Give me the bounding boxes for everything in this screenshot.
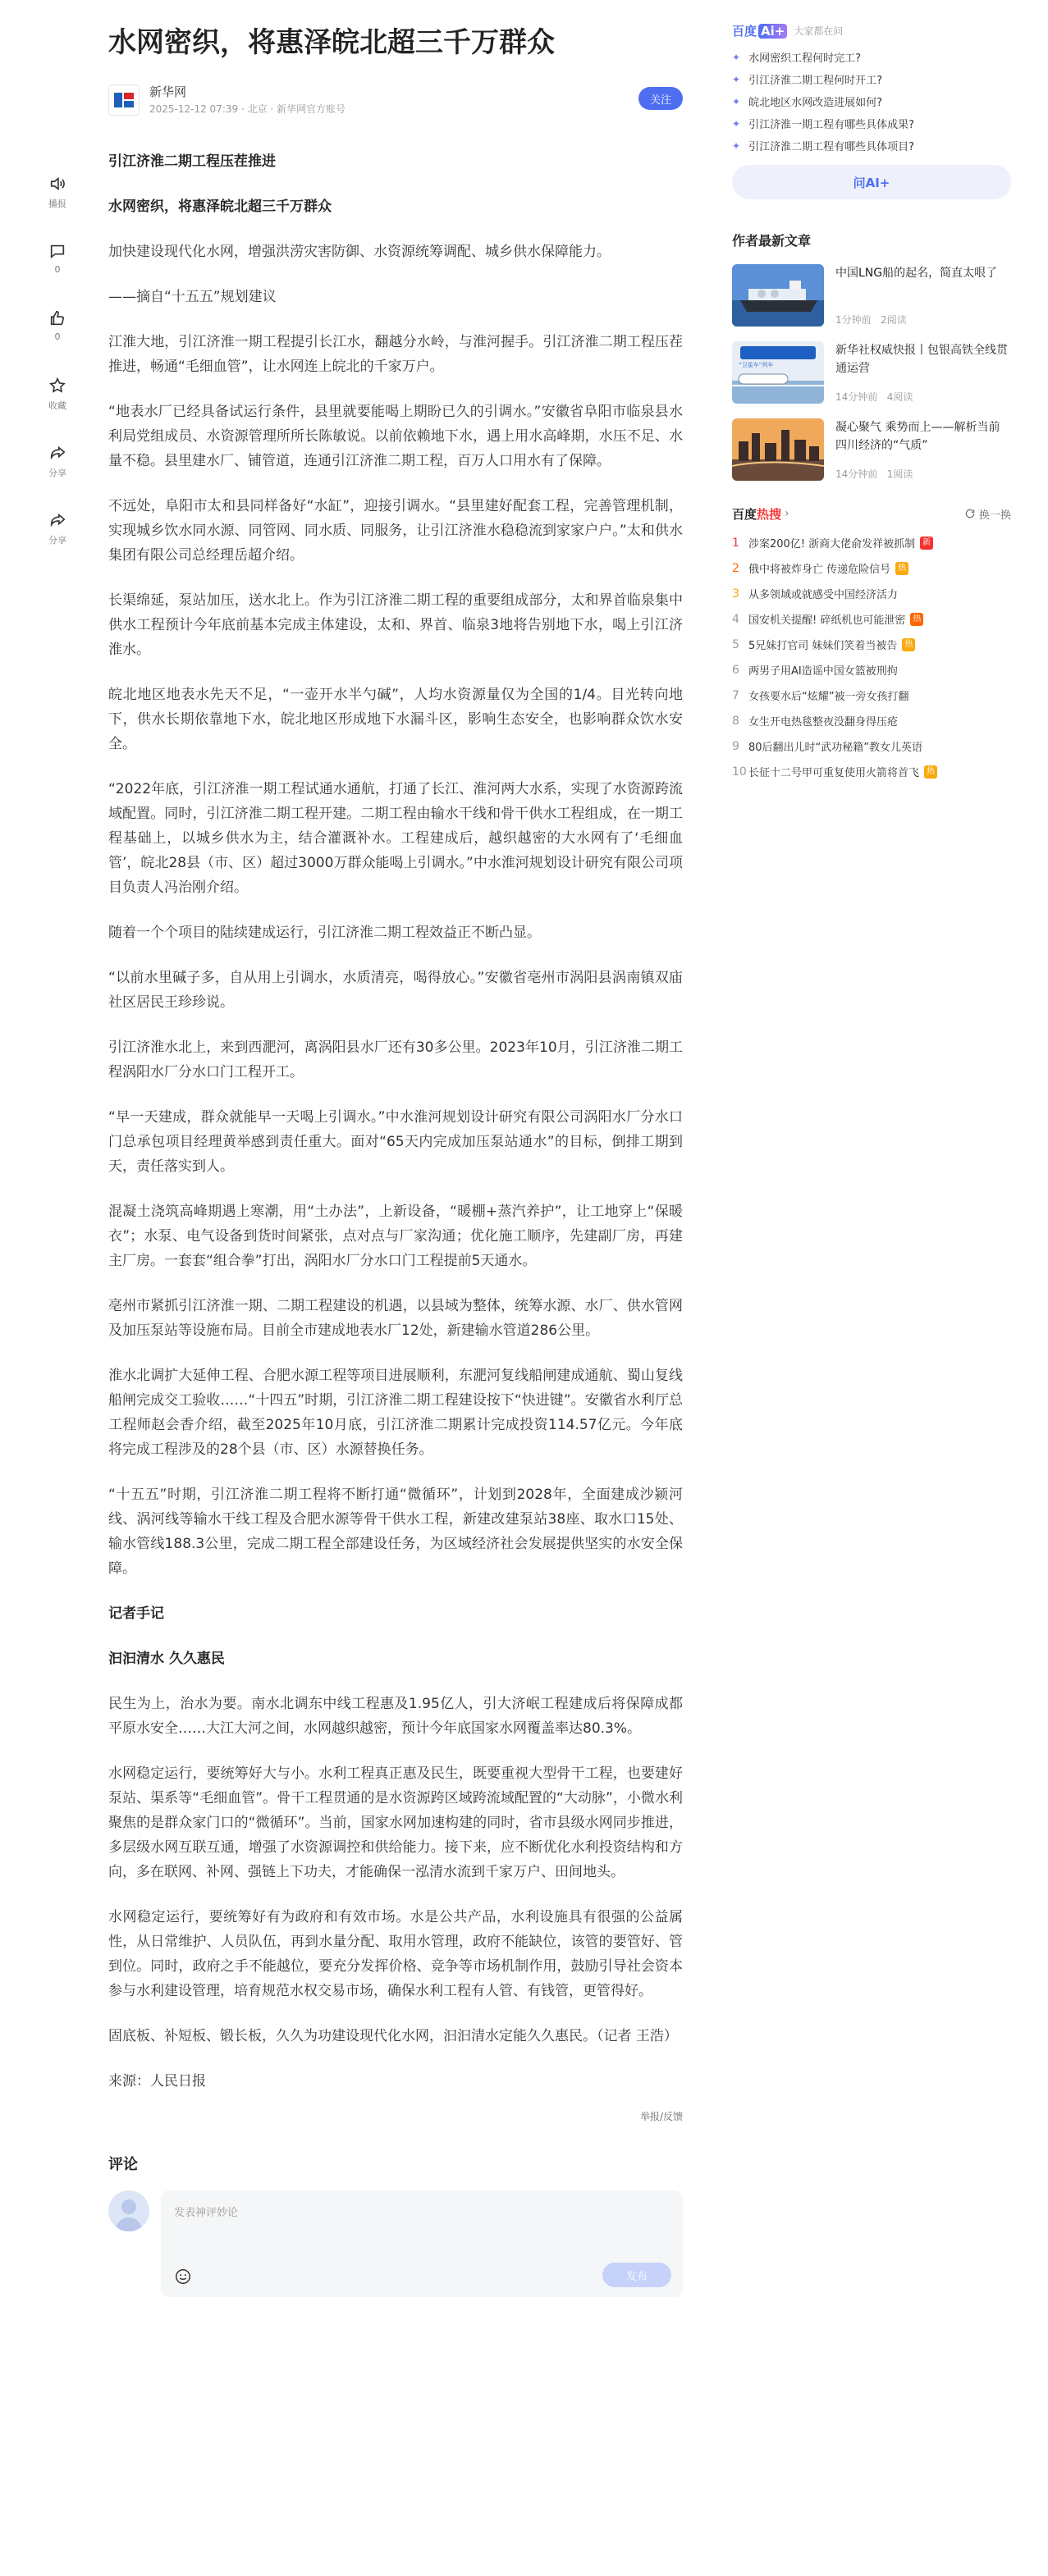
hot-text: 俄中将被炸身亡 传递危险信号 bbox=[748, 564, 891, 576]
follow-button[interactable]: 关注 bbox=[638, 87, 683, 110]
rail-label: 0 bbox=[54, 331, 61, 342]
article-paragraph: 水网稳定运行，要统筹好大与小。水利工程真正惠及民生，既要重视大型骨干工程，也要建好泵站、渠系等“毛细血管”。骨干工程贯通的是水资源跨区域跨流域配置的“大动脉”，小微水利聚焦的是群众家门口的“微循环”。当前，国家水网加速构建的同时，省市县级水网同步推进，多层级水网互联互通，增强了水资源调控和供给能力。接下来，应不断优化水利投资结构和方向，多在联网、补网、强链上下功夫，才能确保一泓清水流到千家万户、田间地头。 bbox=[108, 1765, 683, 1880]
emoji-icon[interactable] bbox=[174, 2268, 192, 2286]
rail-label: 0 bbox=[54, 264, 61, 275]
hot-search-item[interactable] bbox=[732, 733, 1011, 759]
hot-search-item[interactable] bbox=[732, 657, 1011, 683]
ai-question-text: 引江济淮二期工程有哪些具体项目? bbox=[748, 141, 914, 153]
author-news-item[interactable] bbox=[732, 264, 1011, 327]
article-paragraph: “以前水里碱子多，自从用上引调水，水质清亮，喝得放心。”安徽省亳州市涡阳县涡南镇双庙社区居民王珍珍说。 bbox=[108, 970, 683, 1011]
sparkle-icon: ✦ bbox=[732, 139, 741, 152]
sparkle-icon: ✦ bbox=[732, 73, 741, 85]
hot-search-item[interactable] bbox=[732, 683, 1011, 708]
comment-button[interactable] bbox=[36, 240, 79, 307]
ai-brand-logo bbox=[732, 22, 787, 39]
article-paragraph: “十五五”时期，引江济淮二期工程将不断打通“微循环”，计划到2028年，全面建成沙颍河线、涡河线等输水干线工程及合肥水源等骨干供水工程，新建改建泵站38座、取水口15处、输水管线188.3公里，完成二期工程全部建设任务，为区域经济社会发展提供坚实的水安全保障。 bbox=[108, 1487, 683, 1577]
article-column bbox=[108, 20, 683, 2297]
hot-text: 女生开电热毯整夜没翻身得压疮 bbox=[748, 716, 899, 728]
article-paragraph: “早一天建成，群众就能早一天喝上引调水。”中水淮河规划设计研究有限公司涡阳水厂分水口门总承包项目经理黄举感到责任重大。面对“65天内完成加压泵站通水”的目标，倒排工期到天，责任落实到人。 bbox=[108, 1109, 683, 1175]
hot-text: 国安机关提醒! 碎纸机也可能泄密 bbox=[748, 614, 906, 627]
hot-search-logo[interactable] bbox=[732, 505, 781, 523]
hot-text: 5兄妹打官司 妹妹们笑着当被告 bbox=[748, 640, 898, 652]
article-paragraph: 亳州市紧抓引江济淮一期、二期工程建设的机遇，以县域为整体，统筹水源、水厂、供水管网及加压泵站等设施布局。目前全市建成地表水厂12处，新建输水管道286公里。 bbox=[108, 1298, 683, 1339]
chevron-right-icon[interactable]: › bbox=[785, 507, 789, 520]
hot-rank: 4 bbox=[732, 612, 739, 626]
article-paragraph: 皖北地区地表水先天不足，“一壶开水半勺碱”，人均水资源量仅为全国的1/4。目光转向地下，供水长期依靠地下水，皖北地区形成地下水漏斗区，影响生态安全，也影响群众饮水安全。 bbox=[108, 687, 683, 752]
hot-search-item[interactable] bbox=[732, 581, 1011, 606]
ai-brand-text: 百度 bbox=[732, 23, 757, 39]
news-thumbnail-ship bbox=[732, 264, 824, 327]
news-thumbnail-city bbox=[732, 418, 824, 481]
article-paragraph: 混凝土浇筑高峰期遇上寒潮，用“土办法”，上新设备，“暖棚+蒸汽养护”，让工地穿上“保暖衣”；水泵、电气设备到货时间紧张，点对点与厂家沟通；优化施工顺序，先建副厂房，再建主厂房。一套套“组合拳”打出，涡阳水厂分水口门工程提前5天通水。 bbox=[108, 1204, 683, 1269]
ai-question-text: 皖北地区水网改造进展如何? bbox=[748, 97, 882, 109]
hot-rank: 1 bbox=[732, 536, 739, 550]
refresh-label: 换一换 bbox=[978, 509, 1011, 522]
star-icon bbox=[46, 374, 69, 397]
source-name[interactable]: 新华网 bbox=[149, 84, 187, 99]
hot-rank: 5 bbox=[732, 637, 739, 651]
hot-search-header bbox=[732, 504, 1011, 523]
hot-tag-badge: 热 bbox=[910, 613, 923, 626]
share-icon bbox=[46, 441, 69, 464]
news-title: 新华社权威快报丨包银高铁全线贯通运营 bbox=[835, 344, 1008, 375]
hot-rank: 9 bbox=[732, 739, 739, 753]
news-info bbox=[835, 418, 1011, 481]
right-sidebar bbox=[732, 20, 1011, 784]
news-thumbnail-railway bbox=[732, 341, 824, 404]
share-icon bbox=[46, 509, 69, 532]
news-title: 中国LNG船的起名，简直太哏了 bbox=[835, 267, 998, 280]
ai-question-list bbox=[732, 46, 1011, 157]
ai-question[interactable] bbox=[732, 46, 1011, 68]
article-paragraph: 加快建设现代化水网，增强洪涝灾害防御、水资源统筹调配、城乡供水保障能力。 bbox=[108, 244, 611, 260]
report-link[interactable]: 举报/反馈 bbox=[639, 2111, 683, 2122]
article-subheading: 引江济淮二期工程压茬推进 bbox=[108, 153, 276, 170]
hot-text: 长征十二号甲可重复使用火箭将首飞 bbox=[748, 767, 920, 779]
news-time-ago: 14分钟前 bbox=[835, 391, 878, 403]
refresh-icon bbox=[964, 508, 976, 519]
news-info bbox=[835, 341, 1011, 404]
ai-question-text: 引江济淮二期工程何时开工? bbox=[748, 75, 882, 87]
hot-brand-accent: 热搜 bbox=[757, 506, 782, 522]
send-comment-button[interactable]: 发布 bbox=[602, 2263, 671, 2287]
speaker-icon bbox=[46, 172, 69, 195]
rail-label: 播报 bbox=[48, 199, 66, 209]
article-subheading: 记者手记 bbox=[108, 1605, 164, 1622]
ai-question[interactable] bbox=[732, 135, 1011, 157]
hot-rank: 3 bbox=[732, 587, 739, 601]
article-paragraph: 固底板、补短板、锻长板，久久为功建设现代化水网，汩汩清水定能久久惠民。（记者 王浩） bbox=[108, 2028, 678, 2044]
ai-question[interactable] bbox=[732, 68, 1011, 90]
hot-search-list bbox=[732, 530, 1011, 784]
hot-search-item[interactable] bbox=[732, 530, 1011, 555]
article-meta bbox=[108, 82, 683, 118]
comment-icon bbox=[46, 240, 69, 263]
hot-search-item[interactable] bbox=[732, 759, 1011, 784]
sparkle-icon: ✦ bbox=[732, 51, 741, 63]
hot-brand-text: 百度 bbox=[732, 506, 757, 522]
article-paragraph: 引江济淮水北上，来到西淝河，离涡阳县水厂还有30多公里。2023年10月，引江济淮二期工程涡阳水厂分水口门工程开工。 bbox=[108, 1039, 683, 1080]
comment-composer bbox=[108, 2190, 683, 2297]
thumb-up-icon bbox=[46, 307, 69, 330]
hot-text: 女孩要水后“炫耀”被一旁女孩打翻 bbox=[748, 691, 909, 703]
article-subheading: 汩汩清水 久久惠民 bbox=[108, 1651, 225, 1667]
rail-label: 分享 bbox=[48, 535, 66, 546]
source-logo[interactable] bbox=[108, 84, 140, 116]
hot-rank: 2 bbox=[732, 561, 739, 575]
hot-search-item[interactable] bbox=[732, 708, 1011, 733]
hot-tag-badge: 热 bbox=[902, 638, 915, 651]
article-paragraph: 江淮大地，引江济淮一期工程提引长江水，翻越分水岭，与淮河握手。引江济淮二期工程压茬推进，畅通“毛细血管”，让水网连上皖北的千家万户。 bbox=[108, 334, 683, 375]
ask-ai-button[interactable]: 问AI+ bbox=[732, 165, 1011, 199]
author-news-title: 作者最新文章 bbox=[732, 233, 812, 249]
hot-search-item[interactable] bbox=[732, 632, 1011, 657]
author-news-item[interactable] bbox=[732, 418, 1011, 481]
news-time bbox=[835, 467, 913, 481]
like-button[interactable] bbox=[36, 307, 79, 374]
article-paragraph: 随着一个个项目的陆续建成运行，引江济淮二期工程效益正不断凸显。 bbox=[108, 925, 541, 941]
author-news-item[interactable] bbox=[732, 341, 1011, 404]
news-time bbox=[835, 390, 913, 404]
hot-text: 80后翻出儿时“武功秘籍”教女儿英语 bbox=[748, 742, 923, 754]
report-row bbox=[108, 2109, 683, 2123]
xinhua-logo-icon bbox=[112, 88, 136, 112]
sparkle-icon: ✦ bbox=[732, 117, 741, 130]
broadcast-button[interactable] bbox=[36, 172, 79, 240]
article-paragraph: “地表水厂已经具备试运行条件，县里就要能喝上期盼已久的引调水。”安徽省阜阳市临泉县水利局党组成员、水资源管理所所长陈敏说。以前依赖地下水，遇上用水高峰期，水压不足、水量不稳。县里建水厂、铺管道，连通引江济淮二期工程，百万人口用水有了保障。 bbox=[108, 404, 683, 469]
hot-rank: 10 bbox=[732, 765, 747, 779]
action-rail bbox=[36, 172, 79, 576]
hot-rank: 6 bbox=[732, 663, 739, 677]
comment-placeholder: 发表神评妙论 bbox=[174, 2207, 239, 2219]
hot-search-item[interactable] bbox=[732, 606, 1011, 632]
avatar bbox=[108, 2190, 149, 2231]
ai-question[interactable] bbox=[732, 112, 1011, 135]
ai-panel-header bbox=[732, 20, 1011, 41]
news-time-ago: 1分钟前 bbox=[835, 314, 872, 326]
source-meta: 2025-12-12 07:39 · 北京 · 新华网官方账号 bbox=[149, 103, 346, 115]
rail-label: 分享 bbox=[48, 468, 66, 478]
hot-tag-badge: 新 bbox=[920, 537, 933, 550]
article-paragraph: 水网稳定运行，要统筹好有为政府和有效市场。水是公共产品，水利设施具有很强的公益属性，从日常维护、人员队伍，再到水量分配、取用水管理，政府不能缺位，该管的要管好、管到位。同时，政府之手不能越位，要充分发挥价格、竞争等市场机制作用，鼓励引导社会资本参与水利建设管理，培育规范水权交易市场，确保水利工程有人管、有钱管，更管得好。 bbox=[108, 1909, 683, 1999]
rail-label: 收藏 bbox=[48, 400, 66, 411]
news-title: 凝心聚气 乘势而上——解析当前四川经济的“气质” bbox=[835, 421, 1000, 452]
comment-section-title: 评论 bbox=[108, 2156, 138, 2173]
article-paragraph: 民生为上，治水为要。南水北调东中线工程惠及1.95亿人，引大济岷工程建成后将保障成都平原水安全……大江大河之间，水网越织越密，预计今年底国家水网覆盖率达80.3%。 bbox=[108, 1696, 683, 1737]
article-paragraph: 淮水北调扩大延伸工程、合肥水源工程等项目进展顺利，东淝河复线船闸建成通航、蜀山复线船闸完成交工验收……“十四五”时期，引江济淮二期工程建设按下“快进键”。安徽省水利厅总工程师赵会香介绍，截至2025年10月底，引江济淮二期累计完成投资114.57亿元。今年底将完成工程涉及的28个县（市、区）水源替换任务。 bbox=[108, 1368, 683, 1458]
news-thumbnail-caption: “卫星车”列车 bbox=[739, 362, 774, 368]
hot-tag-badge: 热 bbox=[924, 765, 937, 779]
ai-subtitle: 大家都在问 bbox=[794, 25, 844, 37]
hot-rank: 8 bbox=[732, 714, 739, 728]
news-time-ago: 14分钟前 bbox=[835, 468, 878, 480]
hot-text: 从多领域或就感受中国经济活力 bbox=[748, 589, 899, 601]
news-reads: 1阅读 bbox=[886, 468, 913, 480]
article-paragraph: 不远处，阜阳市太和县同样备好“水缸”，迎接引调水。“县里建好配套工程，完善管理机制，实现城乡饮水同水源、同管网、同水质、同服务，让引江济淮水稳稳流到家家户户。”太和供水集团有限公司总经理岳超介绍。 bbox=[108, 498, 683, 564]
ai-question-text: 水网密织工程何时完工? bbox=[748, 53, 861, 65]
news-info bbox=[835, 264, 1011, 327]
article-paragraph: “2022年底，引江济淮一期工程试通水通航，打通了长江、淮河两大水系，实现了水资源跨流域配置。同时，引江济淮二期工程开建。二期工程由输水干线和骨干供水工程组成，在一期工程基础上，以城乡供水为主，结合灌溉补水。工程建成后，越织越密的大水网有了‘毛细血管’，皖北28县（市、区）超过3000万群众能喝上引调水。”中水淮河规划设计研究有限公司项目负责人冯治刚介绍。 bbox=[108, 781, 683, 896]
news-time bbox=[835, 313, 907, 327]
article-paragraph: ——摘自“十五五”规划建议 bbox=[108, 289, 277, 305]
article-paragraph: 长渠绵延，泵站加压，送水北上。作为引江济淮二期工程的重要组成部分，太和界首临泉集中供水工程预计今年底前基本完成主体建设，太和、界首、临泉3地将告别地下水，喝上引江济淮水。 bbox=[108, 592, 683, 658]
article-paragraph: 来源：人民日报 bbox=[108, 2073, 206, 2090]
article-body bbox=[108, 149, 683, 2094]
hot-rank: 7 bbox=[732, 688, 739, 702]
news-reads: 4阅读 bbox=[886, 391, 913, 403]
share-button[interactable] bbox=[36, 509, 79, 576]
hot-search-item[interactable] bbox=[732, 555, 1011, 581]
article-title: 水网密织，将惠泽皖北超三千万群众 bbox=[108, 26, 555, 59]
user-avatar-icon bbox=[108, 2190, 149, 2231]
comment-input[interactable] bbox=[161, 2190, 683, 2297]
refresh-button[interactable] bbox=[964, 506, 1011, 522]
sparkle-icon: ✦ bbox=[732, 95, 741, 107]
ai-brand-badge: Ai+ bbox=[758, 24, 787, 39]
favorite-button[interactable] bbox=[36, 374, 79, 441]
source-info bbox=[149, 84, 346, 116]
article-subheading: 水网密织，将惠泽皖北超三千万群众 bbox=[108, 199, 332, 215]
ai-question[interactable] bbox=[732, 90, 1011, 112]
share-button[interactable] bbox=[36, 441, 79, 509]
news-reads: 2阅读 bbox=[881, 314, 907, 326]
hot-text: 两男子用AI造谣中国女篮被刑拘 bbox=[748, 665, 898, 678]
hot-tag-badge: 热 bbox=[895, 562, 908, 575]
hot-text: 涉案200亿! 浙商大佬俞发祥被抓制 bbox=[748, 538, 916, 550]
ai-question-text: 引江济淮一期工程有哪些具体成果? bbox=[748, 119, 914, 131]
